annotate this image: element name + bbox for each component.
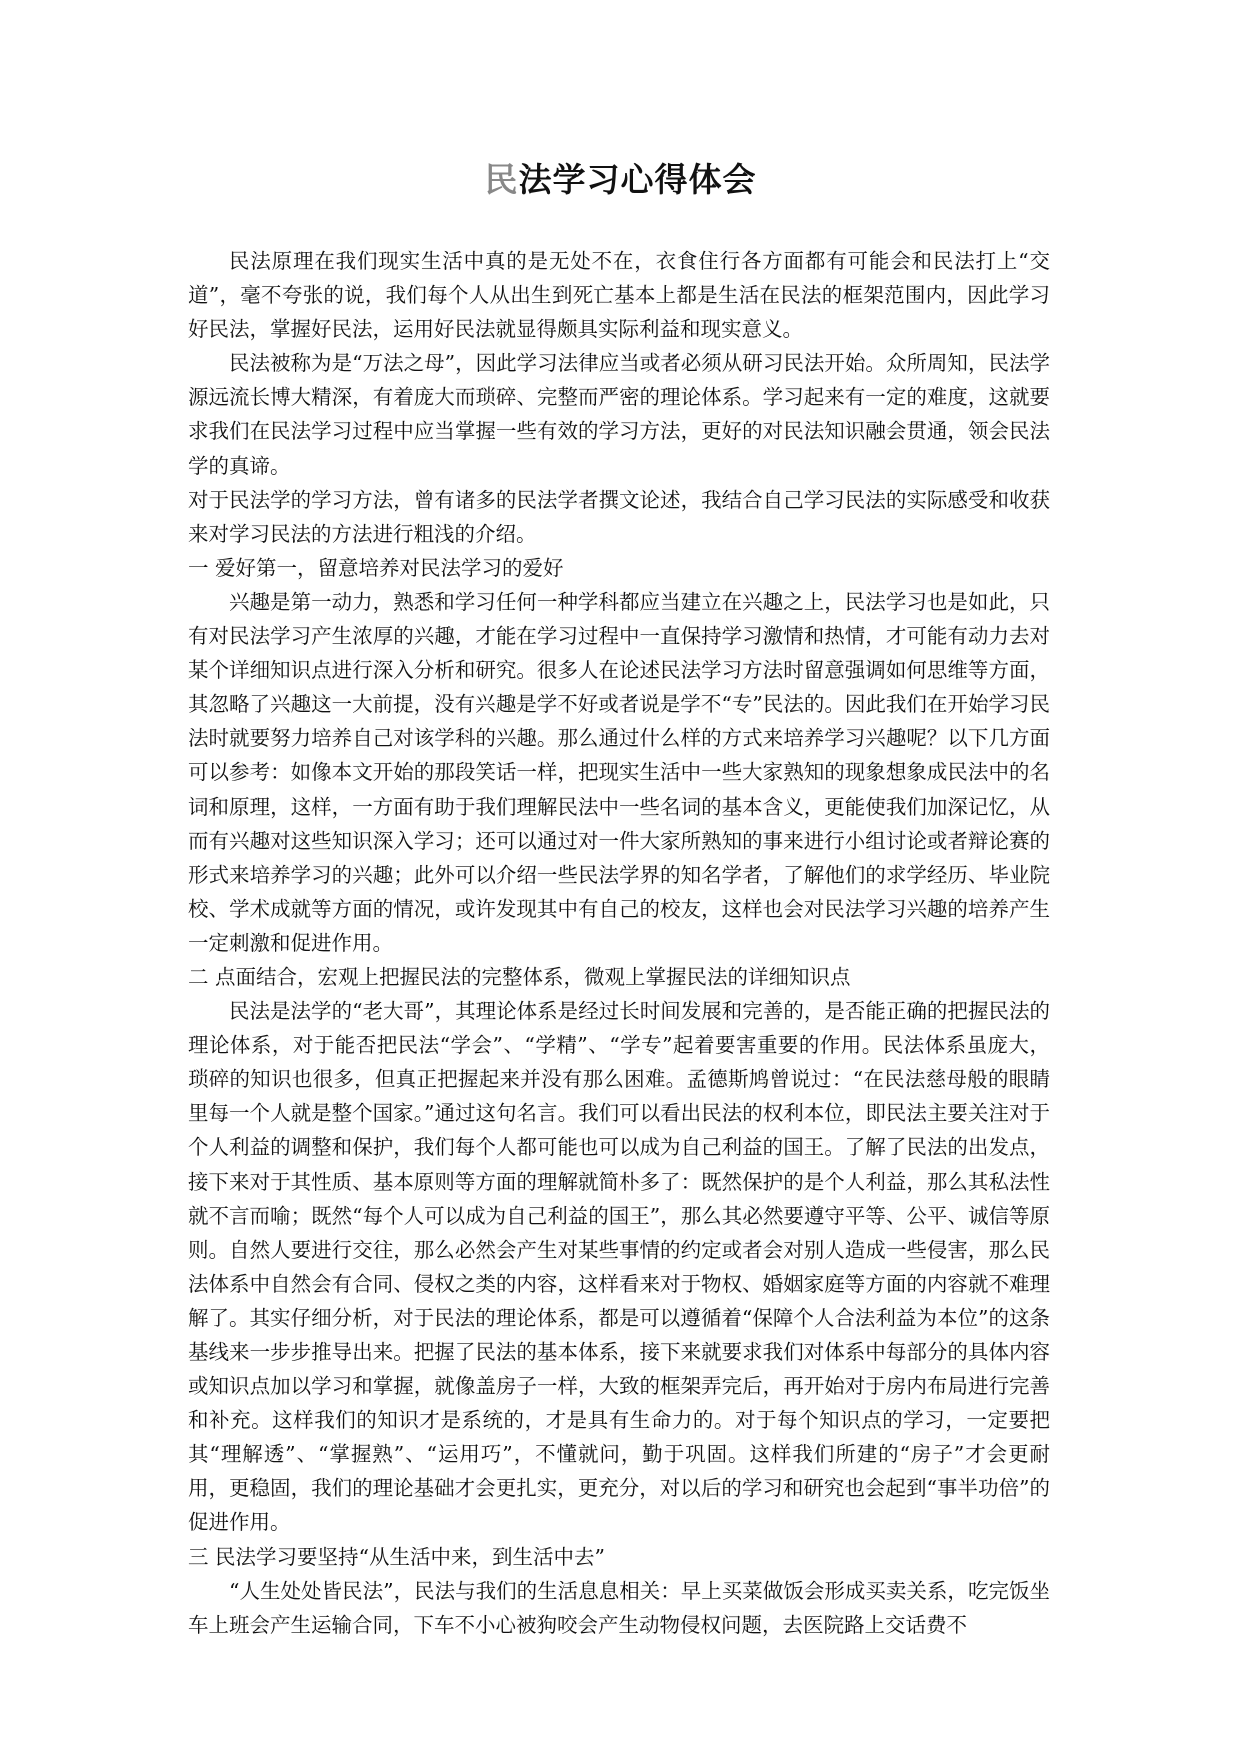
paragraph-intro: 民法原理在我们现实生活中真的是无处不在，衣食住行各方面都有可能会和民法打上“交道”，毫不夸张的说，我们每个人从出生到死亡基本上都是生活在民法的框架范围内，因此学习好民法，掌握好民法，运用好民法就显得颇具实际利益和现实意义。 [188,249,1050,342]
section-heading-1: 一 爱好第一，留意培养对民法学习的爱好 [188,555,564,580]
paragraph-methods-intro: 对于民法学的学习方法，曾有诸多的民法学者撰文论述，我结合自己学习民法的实际感受和收获来对学习民法的方法进行粗浅的介绍。 [188,487,1050,546]
section-heading-3: 三 民法学习要坚持“从生活中来，到生活中去” [188,1544,605,1569]
title-rest: 法学习心得体会 [518,160,757,199]
document-title [0,158,1241,202]
section-heading-2: 二 点面结合，宏观上把握民法的完整体系，微观上掌握民法的详细知识点 [188,964,851,989]
paragraph-mother-of-laws: 民法被称为是“万法之母”，因此学习法律应当或者必须从研习民法开始。众所周知，民法学源远流长博大精深，有着庞大而琐碎、完整而严密的理论体系。学习起来有一定的难度，这就要求我们在民法学习过程中应当掌握一些有效的学习方法，更好的对民法知识融会贯通，领会民法学的真谛。 [188,351,1050,478]
paragraph-life: “人生处处皆民法”，民法与我们的生活息息相关：早上买菜做饭会形成买卖关系，吃完饭坐车上班会产生运输合同，下车不小心被狗咬会产生动物侵权问题，去医院路上交话费不 [188,1578,1050,1637]
paragraph-interest: 兴趣是第一动力，熟悉和学习任何一种学科都应当建立在兴趣之上，民法学习也是如此，只有对民法学习产生浓厚的兴趣，才能在学习过程中一直保持学习激情和热情，才可能有动力去对某个详细知识点进行深入分析和研究。很多人在论述民法学习方法时留意强调如何思维等方面，其忽略了兴趣这一大前提，没有兴趣是学不好或者说是学不“专”民法的。因此我们在开始学习民法时就要努力培养自己对该学科的兴趣。那么通过什么样的方式来培养学习兴趣呢？以下几方面可以参考：如像本文开始的那段笑话一样，把现实生活中一些大家熟知的现象想象成民法中的名词和原理，这样，一方面有助于我们理解民法中一些名词的基本含义，更能使我们加深记忆，从而有兴趣对这些知识深入学习；还可以通过对一件大家所熟知的事来进行小组讨论或者辩论赛的形式来培养学习的兴趣；此外可以介绍一些民法学界的知名学者，了解他们的求学经历、毕业院校、学术成就等方面的情况，或许发现其中有自己的校友，这样也会对民法学习兴趣的培养产生一定刺激和促进作用。 [188,589,1050,955]
document-body [188,244,1050,1642]
title-first-char: 民 [484,160,519,199]
paragraph-system: 民法是法学的“老大哥”，其理论体系是经过长时间发展和完善的，是否能正确的把握民法的理论体系，对于能否把民法“学会”、“学精”、“学专”起着要害重要的作用。民法体系虽庞大，琐碎的知识也很多，但真正把握起来并没有那么困难。孟德斯鸠曾说过：“在民法慈母般的眼睛里每一个人就是整个国家。”通过这句名言。我们可以看出民法的权利本位，即民法主要关注对于个人利益的调整和保护，我们每个人都可能也可以成为自己利益的国王。了解了民法的出发点，接下来对于其性质、基本原则等方面的理解就简朴多了：既然保护的是个人利益，那么其私法性就不言而喻；既然“每个人可以成为自己利益的国王”，那么其必然要遵守平等、公平、诚信等原则。自然人要进行交往，那么必然会产生对某些事情的约定或者会对别人造成一些侵害，那么民法体系中自然会有合同、侵权之类的内容，这样看来对于物权、婚姻家庭等方面的内容就不难理解了。其实仔细分析，对于民法的理论体系，都是可以遵循着“保障个人合法利益为本位”的这条基线来一步步推导出来。把握了民法的基本体系，接下来就要求我们对体系中每部分的具体内容或知识点加以学习和掌握，就像盖房子一样，大致的框架弄完后，再开始对于房内布局进行完善和补充。这样我们的知识才是系统的，才是具有生命力的。对于每个知识点的学习，一定要把其“理解透”、“掌握熟”、“运用巧”，不懂就问，勤于巩固。这样我们所建的“房子”才会更耐用，更稳固，我们的理论基础才会更扎实，更充分，对以后的学习和研究也会起到“事半功倍”的促进作用。 [188,999,1050,1535]
